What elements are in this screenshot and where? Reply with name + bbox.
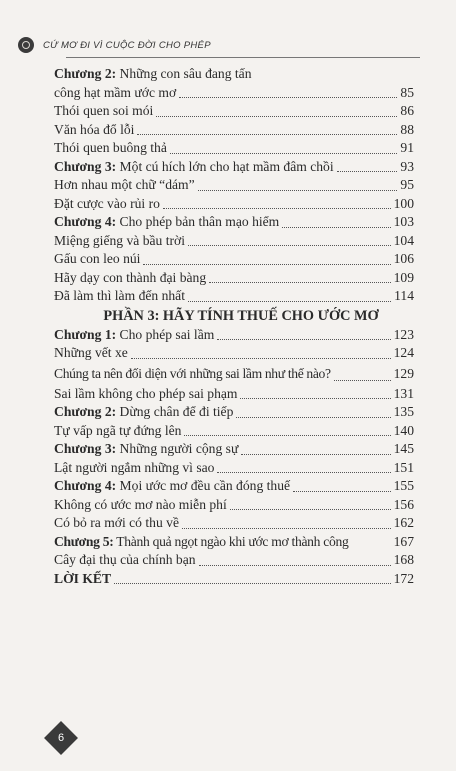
page-ref: 109	[393, 269, 414, 285]
dot-leader	[114, 583, 391, 584]
entry-title: Chúng ta nên đối diện với những sai lầm như thế nào?	[54, 365, 331, 381]
chapter-label: Chương 1:	[54, 326, 117, 342]
entry-title: Cho phép sai lầm	[116, 326, 215, 342]
dot-leader	[131, 358, 391, 359]
dot-leader	[156, 116, 397, 117]
toc-entry	[54, 496, 414, 515]
entry-title: Văn hóa đổ lỗi	[54, 121, 135, 137]
page-ref: 167	[393, 533, 414, 549]
entry-title: Mọi ước mơ đều cần đóng thuế	[116, 478, 291, 493]
epilogue-label: LỜI KẾT	[54, 570, 112, 586]
entry-title: Cho phép bản thân mạo hiểm	[116, 214, 280, 229]
entry-title: Đã làm thì làm đến nhất	[54, 288, 185, 303]
chapter-label: Chương 4:	[54, 214, 117, 229]
entry-title: Không có ước mơ nào miễn phí	[54, 496, 227, 512]
page-ref: 129	[393, 365, 414, 381]
page-ref: 156	[393, 496, 414, 512]
chapter-label: Chương 2:	[54, 66, 117, 81]
running-header	[18, 34, 438, 56]
entry-title: Hơn nhau một chữ “dám”	[54, 177, 195, 192]
page-ref: 86	[400, 103, 414, 118]
toc-entry	[54, 326, 414, 345]
dot-leader	[334, 380, 391, 381]
toc-entry	[54, 121, 414, 140]
dot-leader	[170, 153, 398, 154]
toc-entry	[54, 459, 414, 478]
page-ref: 95	[400, 177, 414, 192]
toc-entry	[54, 551, 414, 570]
dot-leader	[184, 435, 390, 436]
entry-title: Những con sâu đang tấn	[116, 66, 252, 81]
page-ref: 100	[393, 195, 414, 211]
toc-entry	[54, 385, 414, 404]
page-ref: 114	[394, 288, 414, 303]
dot-leader	[337, 171, 398, 172]
dot-leader	[182, 528, 391, 529]
entry-title: Gấu con leo núi	[54, 251, 141, 266]
page-ref: 85	[400, 84, 414, 100]
toc-entry	[54, 158, 414, 177]
page-ref: 172	[393, 570, 414, 586]
toc-entry	[54, 422, 414, 441]
toc-entry	[54, 250, 414, 269]
dot-leader	[188, 245, 391, 246]
dot-leader	[217, 339, 390, 340]
toc-entry	[54, 65, 414, 84]
page-ref: 131	[393, 385, 414, 401]
entry-title: Sai lầm không cho phép sai phạm	[54, 385, 238, 401]
dot-leader	[137, 134, 397, 135]
page-ref: 162	[393, 515, 414, 530]
page-number-badge	[44, 721, 78, 755]
dot-leader	[209, 282, 390, 283]
chapter-label: Chương 5:	[54, 533, 114, 549]
running-title: CỨ MƠ ĐI VÌ CUỘC ĐỜI CHO PHÉP	[43, 39, 211, 51]
toc-entry	[54, 287, 414, 306]
chapter-label: Chương 4:	[54, 478, 117, 493]
page-ref: 123	[393, 326, 414, 342]
toc-entry	[54, 440, 414, 459]
toc-entry	[54, 514, 414, 533]
entry-title: Thành quả ngọt ngào khi ước mơ thành công	[113, 533, 349, 549]
dot-leader	[179, 97, 397, 98]
page-ref: 155	[393, 478, 414, 493]
entry-title: Miệng giếng và bầu trời	[54, 232, 186, 248]
page-ref: 106	[393, 251, 414, 266]
page-ref: 104	[393, 232, 414, 248]
page-ref: 168	[393, 552, 414, 567]
entry-title: Lật người ngắm những vì sao	[54, 459, 215, 475]
entry-title: Những người cộng sự	[116, 441, 239, 456]
entry-title: Đặt cược vào rủi ro	[54, 195, 160, 211]
header-rule	[66, 57, 420, 58]
dot-leader	[198, 190, 398, 191]
toc-entry	[54, 84, 414, 103]
entry-title: Một cú hích lớn cho hạt mầm đâm chồi	[116, 158, 334, 174]
toc-entry	[54, 213, 414, 232]
dot-leader	[241, 454, 390, 455]
entry-title: Có bỏ ra mới có thu về	[54, 515, 179, 530]
toc-entry	[54, 139, 414, 158]
entry-title: Dừng chân để đi tiếp	[116, 404, 234, 419]
toc-entry	[54, 176, 414, 195]
toc-entry	[54, 403, 414, 422]
toc-entry	[54, 232, 414, 251]
toc-entry	[54, 363, 414, 385]
toc-entry	[54, 344, 414, 363]
entry-title: Thói quen soi mói	[54, 103, 154, 118]
entry-title: Thói quen buông thả	[54, 140, 167, 155]
chapter-label: Chương 3:	[54, 158, 117, 174]
chapter-label: Chương 3:	[54, 441, 117, 456]
page-ref: 93	[400, 158, 414, 174]
entry-title: Hãy dạy con thành đại bàng	[54, 269, 207, 285]
chapter-label: Chương 2:	[54, 404, 117, 419]
dot-leader	[163, 208, 391, 209]
toc-entry	[54, 195, 414, 214]
entry-title: Những vết xe	[54, 345, 128, 360]
part-heading: PHẦN 3: HÃY TÍNH THUẾ CHO ƯỚC MƠ	[103, 307, 379, 324]
toc-entry	[54, 477, 414, 496]
entry-title: công hạt mầm ước mơ	[54, 84, 177, 100]
page-ref: 135	[393, 404, 414, 419]
page-number: 6	[57, 732, 65, 744]
entry-title: Tự vấp ngã tự đứng lên	[54, 422, 182, 438]
dot-leader	[282, 227, 390, 228]
page-ref: 91	[400, 140, 414, 155]
dot-leader	[188, 301, 391, 302]
dot-leader	[143, 264, 390, 265]
dot-leader	[293, 491, 391, 492]
page-ref: 103	[393, 214, 414, 229]
toc-entry	[54, 102, 414, 121]
page-ref: 140	[393, 422, 414, 438]
page-ref: 124	[393, 345, 414, 360]
publisher-logo-icon	[18, 37, 34, 53]
dot-leader	[236, 417, 390, 418]
toc-entry	[54, 570, 414, 589]
dot-leader	[199, 565, 391, 566]
dot-leader	[240, 398, 390, 399]
toc-entry	[54, 533, 414, 552]
page-ref: 88	[400, 121, 414, 137]
dot-leader	[230, 509, 391, 510]
page-ref: 151	[393, 459, 414, 475]
dot-leader	[217, 472, 390, 473]
page-ref: 145	[393, 441, 414, 456]
entry-title: Cây đại thụ của chính bạn	[54, 552, 196, 567]
toc-entry	[54, 269, 414, 288]
table-of-contents	[54, 65, 414, 588]
